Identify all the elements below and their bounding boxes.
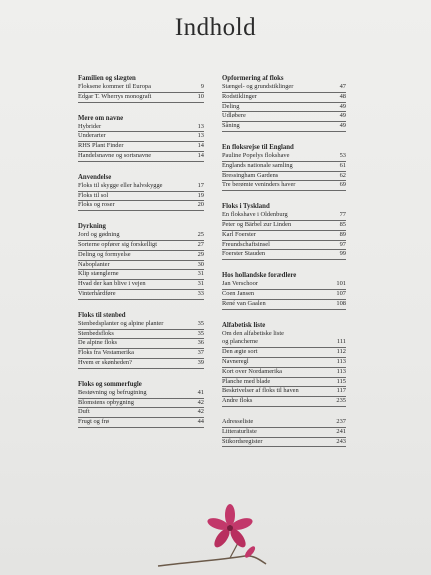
toc-entry (78, 320, 204, 330)
section-heading: En floksrejse til England (222, 143, 294, 151)
entry-label: Deling og formyelse (78, 250, 131, 258)
toc-entry (222, 112, 346, 122)
entry-page-number: 53 (339, 151, 346, 159)
entry-page-number: 85 (339, 220, 346, 228)
entry-label: Hvad der kan blive i vejen (78, 280, 146, 288)
entry-page-number: 48 (339, 92, 346, 100)
entry-label: Blomstens opbygning (78, 398, 134, 406)
entry-page-number: 77 (339, 211, 346, 219)
section-heading: Alfabetisk liste (222, 321, 266, 329)
entry-label: Litteraturliste (222, 427, 257, 435)
entry-page-number: 69 (339, 181, 346, 189)
toc-section (78, 114, 204, 162)
entry-page-number: 35 (197, 329, 204, 337)
entry-label: Floksene kommer til Europa (78, 83, 151, 90)
entry-label: Karl Foerster (222, 230, 256, 238)
toc-entry (78, 359, 204, 369)
toc-section (222, 202, 346, 260)
entry-page-number: 61 (339, 161, 346, 169)
entry-label: Planche med blade (222, 377, 271, 385)
entry-page-number: 47 (339, 83, 346, 90)
toc-entry (222, 300, 346, 310)
toc-section (222, 143, 346, 191)
section-heading: Floks og sommerfugle (78, 380, 142, 388)
toc-section (222, 271, 346, 309)
entry-label: Peter og Bärbel zur Linden (222, 220, 292, 228)
entry-label: Den ægte sort (222, 348, 258, 356)
entry-page-number: 117 (336, 387, 346, 395)
entry-label: Tre berømte veninders haver (222, 181, 296, 189)
toc-entry (222, 250, 346, 260)
toc-entry (78, 201, 204, 211)
entry-label: Klip stænglerne (78, 270, 119, 278)
entry-label: Hvem er skønheden? (78, 358, 132, 366)
entry-page-number: 27 (197, 240, 204, 248)
toc-entry (222, 172, 346, 182)
toc-entry (78, 399, 204, 409)
toc-entry (78, 192, 204, 202)
toc-entry (78, 142, 204, 152)
toc-entry (222, 93, 346, 103)
entry-label: Kort over Nordamerika (222, 367, 282, 375)
entry-page-number: 115 (336, 377, 346, 385)
toc-entry (222, 152, 346, 162)
entry-page-number: 49 (339, 112, 346, 120)
entry-page-number: 20 (197, 201, 204, 209)
entry-label: Underarter (78, 132, 106, 140)
section-heading: Floks i Tyskland (222, 203, 270, 211)
toc-entry (78, 182, 204, 192)
toc-entry (222, 280, 346, 290)
toc-entry (78, 152, 204, 162)
toc-entry (222, 338, 346, 348)
entry-page-number: 241 (336, 427, 346, 435)
section-heading: Floks til stenbed (78, 311, 126, 319)
toc-entry (222, 348, 346, 358)
toc-section (222, 74, 346, 132)
toc-entry (78, 93, 204, 103)
entry-label: Andre floks (222, 397, 253, 405)
entry-page-number: 10 (197, 92, 204, 100)
entry-page-number: 113 (336, 367, 346, 375)
toc-entry (222, 241, 346, 251)
flower-petal (225, 504, 235, 526)
toc-entry (222, 83, 346, 93)
entry-label: Navneregl (222, 357, 249, 365)
toc-entry (222, 231, 346, 241)
entry-label: Englands nationale samling (222, 161, 293, 169)
entry-label: og plancherne (222, 338, 259, 346)
entry-label: Sorterne opfører sig forskelligt (78, 240, 157, 248)
toc-entry (78, 132, 204, 142)
section-heading: Anvendelse (78, 173, 112, 181)
entry-label: Pauline Popelys flokshave (222, 151, 290, 159)
toc-entry (222, 221, 346, 231)
toc-entry (222, 387, 346, 397)
entry-page-number: 89 (339, 230, 346, 238)
flower-stem (158, 556, 266, 566)
entry-label: Rodstiklinger (222, 92, 257, 100)
flower-head (206, 504, 254, 550)
flower-center (227, 525, 233, 531)
toc-entry (78, 251, 204, 261)
entry-page-number: 101 (336, 280, 346, 288)
entry-label: Naboplanter (78, 260, 110, 268)
toc-section (222, 321, 346, 407)
entry-page-number: 33 (197, 289, 204, 297)
entry-page-number: 97 (339, 240, 346, 248)
toc-left-column (78, 74, 204, 439)
entry-page-number: 235 (336, 397, 346, 405)
entry-label: Beskrivelser af floks til haven (222, 387, 299, 395)
toc-entry (222, 211, 346, 221)
entry-page-number: 14 (197, 142, 204, 150)
toc-section (222, 418, 346, 447)
toc-right-column (222, 74, 346, 458)
entry-label: Om den alfabetiske liste (222, 329, 284, 337)
entry-label: Adresseliste (222, 417, 254, 425)
entry-page-number: 36 (197, 339, 204, 347)
entry-label: Stenbedsplanter og alpine planter (78, 319, 164, 327)
entry-page-number: 44 (197, 418, 204, 426)
entry-page-number: 111 (336, 338, 346, 346)
entry-label: Foerster Stauden (222, 250, 266, 258)
entry-page-number: 37 (197, 349, 204, 357)
section-heading: Opformering af floks (222, 75, 284, 82)
toc-entry (222, 122, 346, 132)
entry-label: Bestøvning og befrugtning (78, 388, 147, 396)
entry-page-number: 13 (197, 132, 204, 140)
toc-section (78, 173, 204, 211)
toc-entry (222, 397, 346, 407)
toc-section (78, 380, 204, 428)
toc-entry (78, 389, 204, 399)
toc-entry (222, 378, 346, 388)
section-heading: Familien og slægten (78, 75, 136, 82)
entry-page-number: 29 (197, 250, 204, 258)
entry-page-number: 35 (197, 319, 204, 327)
entry-page-number: 99 (339, 250, 346, 258)
entry-page-number: 49 (339, 102, 346, 110)
entry-label: De alpine floks (78, 339, 118, 347)
entry-page-number: 237 (336, 417, 346, 425)
entry-page-number: 49 (339, 122, 346, 130)
entry-label: En flokshave i Oldenburg (222, 211, 288, 219)
entry-label: Jord og gødning (78, 231, 120, 239)
entry-page-number: 17 (197, 181, 204, 189)
toc-entry (78, 280, 204, 290)
entry-label: Floks og roser (78, 201, 115, 209)
entry-label: RHS Plant Finder (78, 142, 124, 150)
toc-entry (78, 418, 204, 428)
entry-label: Udløbere (222, 112, 246, 120)
toc-section (78, 311, 204, 369)
entry-page-number: 9 (200, 83, 204, 90)
entry-label: Bressingham Gardens (222, 171, 279, 179)
entry-label: Handelsnavne og sortsnavne (78, 151, 152, 159)
entry-label: Jan Verschoor (222, 280, 258, 288)
toc-entry (78, 83, 204, 93)
toc-entry (78, 123, 204, 133)
toc-entry (78, 339, 204, 349)
toc-entry (78, 290, 204, 300)
entry-label: Stenbedsfloks (78, 329, 114, 337)
entry-page-number: 13 (197, 122, 204, 130)
entry-page-number: 41 (197, 388, 204, 396)
entry-label: Floks til sol (78, 191, 109, 199)
entry-label: René van Gaalen (222, 299, 266, 307)
entry-label: Duft (78, 408, 90, 416)
toc-entry (78, 231, 204, 241)
entry-label: Såning (222, 122, 240, 130)
toc-entry (222, 358, 346, 368)
entry-label: Stikordsregister (222, 437, 263, 445)
section-heading: Dyrkning (78, 223, 106, 231)
toc-entry (78, 241, 204, 251)
toc-entry (78, 349, 204, 359)
entry-label: Hybrider (78, 122, 102, 130)
toc-entry (222, 162, 346, 172)
toc-entry (78, 261, 204, 271)
entry-label: Frugt og frø (78, 418, 109, 426)
entry-page-number: 243 (336, 437, 346, 445)
entry-page-number: 31 (197, 270, 204, 278)
toc-entry (222, 438, 346, 448)
toc-entry (222, 181, 346, 191)
entry-label: Edgar T. Wherrys monografi (78, 92, 152, 100)
toc-entry (78, 330, 204, 340)
toc-entry (222, 418, 346, 428)
entry-label: Stængel- og grundstiklinger (222, 83, 294, 90)
toc-entry (222, 368, 346, 378)
entry-label: Coen Jansen (222, 289, 255, 297)
toc-entry (222, 330, 346, 339)
section-heading: Mere om navne (78, 114, 124, 122)
entry-page-number: 30 (197, 260, 204, 268)
page-title: Indhold (174, 14, 257, 41)
entry-page-number: 25 (197, 231, 204, 239)
toc-entry (222, 428, 346, 438)
phlox-flower-illustration (150, 500, 270, 575)
entry-page-number: 31 (197, 280, 204, 288)
entry-page-number: 42 (197, 398, 204, 406)
toc-entry (78, 408, 204, 418)
toc-entry (222, 290, 346, 300)
toc-section (78, 222, 204, 300)
entry-label: Floks fra Vestamerika (78, 349, 134, 357)
entry-page-number: 113 (336, 357, 346, 365)
entry-label: Floks til skygge eller halvskygge (78, 181, 163, 189)
entry-page-number: 107 (336, 289, 346, 297)
toc-entry (222, 103, 346, 113)
entry-page-number: 42 (197, 408, 204, 416)
entry-page-number: 108 (336, 299, 346, 307)
entry-label: Freundschaftsinsel (222, 240, 270, 248)
toc-entry (78, 270, 204, 280)
section-heading: Hos hollandske forædlere (222, 272, 297, 280)
entry-page-number: 14 (197, 151, 204, 159)
entry-page-number: 19 (197, 191, 204, 199)
entry-page-number: 39 (197, 358, 204, 366)
entry-label: Deling (222, 102, 240, 110)
entry-page-number: 62 (339, 171, 346, 179)
entry-page-number: 112 (336, 348, 346, 356)
toc-section (78, 74, 204, 103)
entry-label: Vinterhårdføre (78, 289, 116, 297)
